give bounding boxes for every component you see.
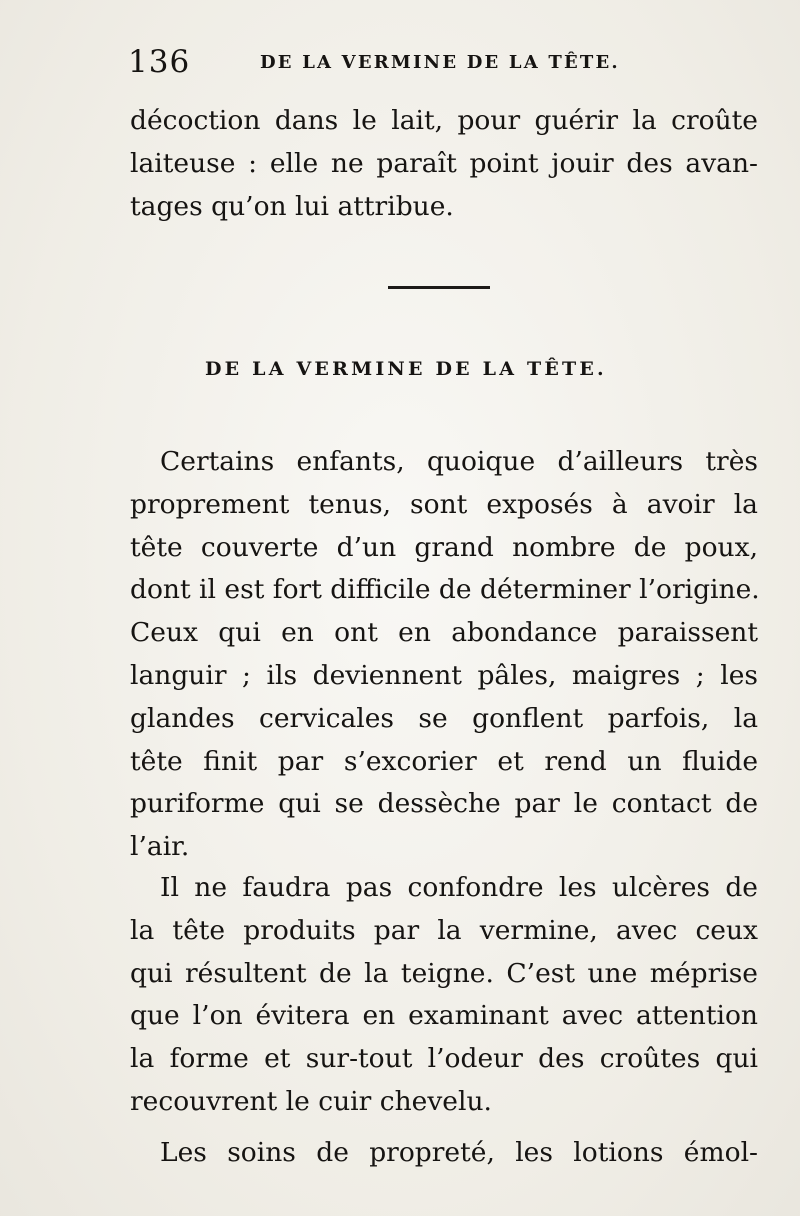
text-line: dont il est fort difficile de déterminer l’origine. (130, 574, 760, 606)
running-head (120, 42, 680, 82)
text-line: Ceux qui en ont en abondance paraissent (130, 617, 758, 649)
text-line: Les soins de propreté, les lotions émol- (160, 1137, 758, 1168)
text-line: puriforme qui se dessèche par le contact de (130, 788, 758, 820)
text-line: qui résultent de la teigne. C’est une méprise (130, 957, 758, 989)
text-line: tête couverte d’un grand nombre de poux, (130, 531, 758, 563)
intro-paragraph (130, 100, 758, 228)
text-line: proprement tenus, sont exposés à avoir la (130, 488, 758, 520)
section-title: DE LA VERMINE DE LA TÊTE. (205, 358, 607, 380)
text-line: tête finit par s’excorier et rend un fluide (130, 745, 758, 777)
paragraph-3 (130, 1132, 758, 1175)
text-line: Certains enfants, quoique d’ailleurs très (160, 446, 758, 477)
section-divider (388, 286, 490, 289)
paragraph-1 (130, 441, 758, 869)
text-line: Il ne faudra pas confondre les ulcères de (160, 872, 758, 903)
text-line: laiteuse : elle ne paraît point jouir des avan- (130, 147, 758, 179)
text-line: languir ; ils deviennent pâles, maigres ; les (130, 659, 758, 691)
text-line: tages qu’on lui attribue. (130, 190, 454, 222)
paragraph-2 (130, 867, 758, 1124)
text-line: l’air. (130, 831, 190, 863)
page-number: 136 (128, 44, 191, 80)
text-line: la forme et sur-tout l’odeur des croûtes qui (130, 1043, 758, 1075)
text-line: décoction dans le lait, pour guérir la croûte (130, 105, 758, 136)
text-line: que l’on évitera en examinant avec attention (130, 1000, 758, 1032)
text-line: recouvrent le cuir chevelu. (130, 1085, 492, 1117)
running-title: DE LA VERMINE DE LA TÊTE. (260, 52, 620, 73)
text-line: glandes cervicales se gonflent parfois, la (130, 702, 758, 734)
text-line: la tête produits par la vermine, avec ceux (130, 914, 758, 946)
